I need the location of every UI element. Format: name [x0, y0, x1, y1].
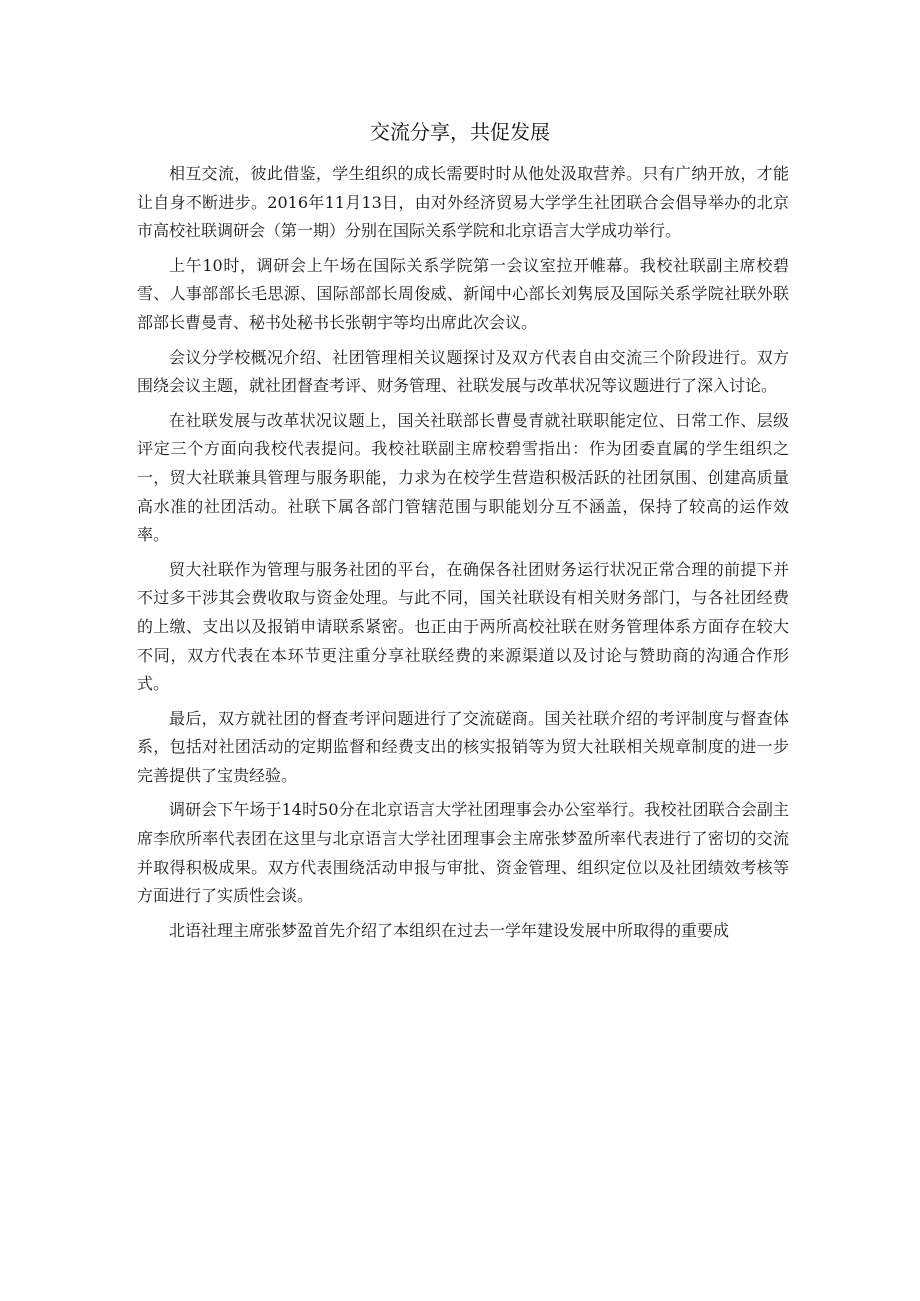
paragraph: 北语社理主席张梦盈首先介绍了本组织在过去一学年建设发展中所取得的重要成 [169, 920, 730, 940]
document-title: 交流分享，共促发展 [370, 120, 550, 144]
paragraph: 在社联发展与改革状况议题上，国关社联部长曹曼青就社联职能定位、日常工作、层级评定三个方面向我校代表提问。我校社联副主席校碧雪指出：作为团委直属的学生组织之一，贸大社联兼具管理与服务职能，力求为在校学生营造积极活跃的社团氛围、创建高质量高水准的社团活动。社联下属各部门管辖范围与职能划分互不涵盖，保持了较高的运作效率。 [137, 410, 789, 545]
paragraph: 上午10时，调研会上午场在国际关系学院第一会议室拉开帷幕。我校社联副主席校碧雪、人事部部长毛思源、国际部部长周俊威、新闻中心部长刘隽辰及国际关系学院社联外联部部长曹曼青、秘书处秘书长张朝宇等均出席此次会议。 [137, 255, 789, 332]
paragraph: 贸大社联作为管理与服务社团的平台，在确保各社团财务运行状况正常合理的前提下并不过多干涉其会费收取与资金处理。与此不同，国关社联设有相关财务部门，与各社团经费的上缴、支出以及报销申请联系紧密。也正由于两所高校社联在财务管理体系方面存在较大不同，双方代表在本环节更注重分享社联经费的来源渠道以及讨论与赞助商的沟通合作形式。 [137, 559, 789, 694]
paragraph: 最后，双方就社团的督查考评问题进行了交流磋商。国关社联介绍的考评制度与督查体系，包括对社团活动的定期监督和经费支出的核实报销等为贸大社联相关规章制度的进一步完善提供了宝贵经验。 [137, 708, 789, 785]
paragraph: 会议分学校概况介绍、社团管理相关议题探讨及双方代表自由交流三个阶段进行。双方围绕会议主题，就社团督查考评、财务管理、社联发展与改革状况等议题进行了深入讨论。 [137, 347, 789, 396]
paragraph: 相互交流，彼此借鉴，学生组织的成长需要时时从他处汲取营养。只有广纳开放，才能让自身不断进步。2016年11月13日，由对外经济贸易大学学生社团联合会倡导举办的北京市高校社联调研会（第一期）分别在国际关系学院和北京语言大学成功举行。 [137, 164, 789, 241]
paragraph: 调研会下午场于14时50分在北京语言大学社团理事会办公室举行。我校社团联合会副主席李欣所率代表团在这里与北京语言大学社团理事会主席张梦盈所率代表进行了密切的交流并取得积极成果。双方代表围绕活动申报与审批、资金管理、组织定位以及社团绩效考核等方面进行了实质性会谈。 [137, 800, 789, 906]
document-body [137, 160, 789, 951]
